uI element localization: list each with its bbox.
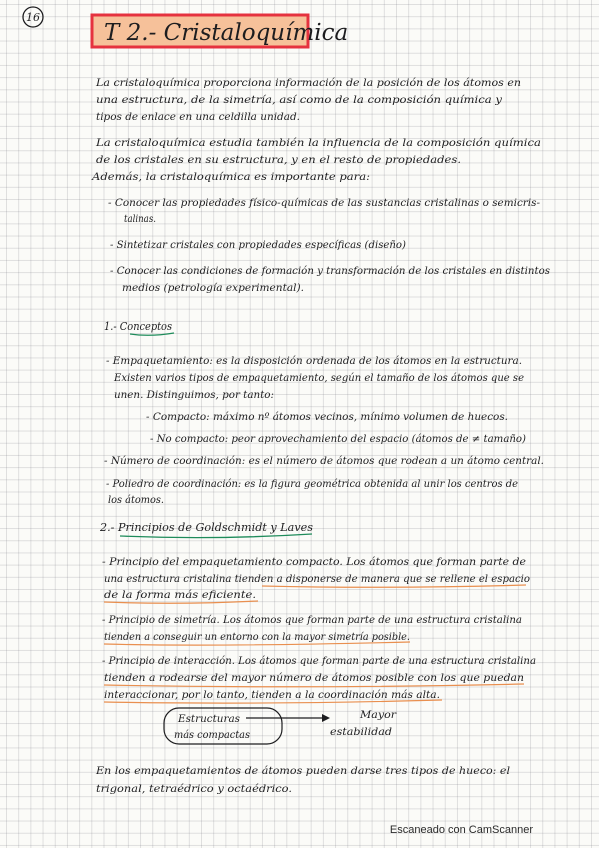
- section-heading: 2.- Principios de Goldschmidt y Laves: [98, 521, 314, 534]
- page-title: T 2.- Cristaloquímica: [104, 20, 349, 46]
- purpose-item: - Conocer las propiedades físico-químicas de las sustancias cristalinas o semicris-: [108, 197, 541, 209]
- concept-item: - Número de coordinación: es el número de átomos que rodean a un átomo central.: [104, 456, 535, 467]
- heading-underline: [130, 333, 174, 335]
- closing-paragraph: [95, 765, 510, 795]
- diagram-left-label: Estructuras: [176, 714, 240, 725]
- intro-line: La cristaloquímica estudia también la influencia de la composición química: [94, 137, 541, 149]
- intro-line: La cristaloquímica proporciona información de la posición de los átomos en: [94, 77, 522, 89]
- concept-item: - Empaquetamiento: es la disposición ordenada de los átomos en la estructura.: [106, 356, 515, 367]
- diagram-left-label: más compactas: [174, 730, 250, 741]
- diagram-right-label: Mayor: [358, 710, 398, 721]
- page-number: 16: [26, 11, 40, 24]
- closing-line: trigonal, tetraédrico y octaédrico.: [96, 783, 292, 795]
- page-number-badge: [23, 7, 43, 27]
- title-block: [92, 15, 348, 47]
- intro-line: de los cristales en su estructura, y en el resto de propiedades.: [96, 154, 461, 166]
- arrow-icon: [322, 714, 330, 722]
- purpose-item: medios (petrología experimental).: [122, 282, 304, 294]
- emphasis-underline: [104, 601, 258, 603]
- principle-line: tienden a rodearse del mayor número de átomos posible con los que puedan: [104, 673, 500, 684]
- principle-line: - Principio de interacción. Los átomos que forman parte de una estructura cristalina: [102, 656, 539, 667]
- concept-item: Existen varios tipos de empaquetamiento, según el tamaño de los átomos que se: [114, 373, 531, 384]
- principle-line: interaccionar, por lo tanto, tienden a la coordinación más alta.: [104, 690, 427, 701]
- concept-subitem: - No compacto: peor aprovechamiento del espacio (átomos de ≠ tamaño): [150, 434, 528, 445]
- camscanner-watermark: Escaneado con CamScanner: [389, 824, 533, 836]
- emphasis-underline: [104, 684, 524, 687]
- principle-line: de la forma más eficiente.: [104, 590, 239, 601]
- purpose-item: - Conocer las condiciones de formación y transformación de los cristales en distintos: [110, 265, 550, 277]
- principle-line: - Principio de simetría. Los átomos que forman parte de una estructura cristalina: [102, 615, 523, 626]
- concept-item: los átomos.: [108, 495, 167, 506]
- concept-item: - Poliedro de coordinación: es la figura geométrica obtenida al unir los centros de: [106, 479, 529, 490]
- section-principios: [98, 521, 539, 703]
- closing-line: En los empaquetamientos de átomos pueden darse tres tipos de hueco: el: [94, 765, 510, 777]
- purpose-item: - Sintetizar cristales con propiedades específicas (diseño): [110, 239, 406, 251]
- section-heading: 1.- Conceptos: [104, 320, 173, 333]
- intro-line: Además, la cristaloquímica es importante para:: [90, 171, 371, 183]
- purpose-item: talinas.: [124, 213, 156, 225]
- purposes-list: [108, 197, 550, 294]
- heading-underline: [120, 534, 312, 538]
- intro-line: tipos de enlace en una celdilla unidad.: [96, 111, 300, 123]
- intro-line: una estructura, de la simetría, así como de la composición química y: [96, 94, 504, 106]
- concept-subitem: - Compacto: máximo nº átomos vecinos, mínimo volumen de huecos.: [146, 412, 500, 423]
- concept-item: unen. Distinguimos, por tanto:: [114, 390, 274, 401]
- stability-diagram: [164, 708, 397, 744]
- intro-paragraphs: [91, 77, 541, 183]
- emphasis-underline: [262, 585, 526, 587]
- principle-line: tienden a conseguir un entorno con la mayor simetría posible.: [104, 632, 426, 643]
- principle-line: una estructura cristalina tienden a disponerse de manera que se rellene el espacio: [104, 574, 530, 585]
- principle-line: - Principio del empaquetamiento compacto. Los átomos que forman parte de: [102, 557, 499, 568]
- diagram-right-label: estabilidad: [330, 727, 392, 738]
- section-conceptos: [104, 320, 544, 506]
